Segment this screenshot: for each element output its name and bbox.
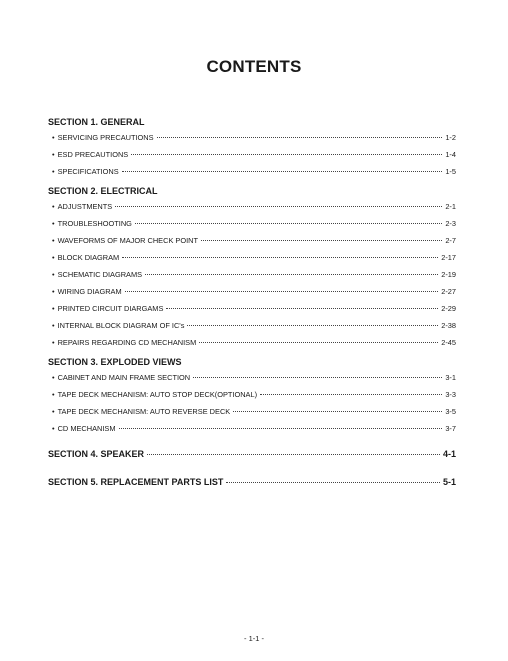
- toc-entry-page: 3-1: [445, 373, 456, 382]
- bullet: •: [52, 253, 55, 262]
- toc-entry[interactable]: [48, 215, 456, 232]
- dot-leader: [226, 482, 440, 483]
- toc-entry-label: WIRING DIAGRAM: [57, 287, 122, 296]
- toc-entry-page: 2-7: [445, 236, 456, 245]
- bullet: •: [52, 321, 55, 330]
- toc-entry[interactable]: [48, 420, 456, 437]
- toc-entry-label: ESD PRECAUTIONS: [57, 150, 129, 159]
- dot-leader: [166, 308, 438, 309]
- toc-entry-label: SPECIFICATIONS: [57, 167, 119, 176]
- toc-entry-page: 1-4: [445, 150, 456, 159]
- toc-entry-page: 1-2: [445, 133, 456, 142]
- bullet: •: [52, 202, 55, 211]
- page-title: CONTENTS: [206, 57, 302, 76]
- toc-entry-label: INTERNAL BLOCK DIAGRAM OF IC's: [57, 321, 185, 330]
- toc-entry-label: REPAIRS REGARDING CD MECHANISM: [57, 338, 197, 347]
- toc-entry-label: BLOCK DIAGRAM: [57, 253, 120, 262]
- section-4-page: 4-1: [442, 449, 456, 459]
- bullet: •: [52, 236, 55, 245]
- toc-entry[interactable]: [48, 146, 456, 163]
- section-4-row[interactable]: [48, 447, 456, 461]
- toc-entry-page: 2-1: [445, 202, 456, 211]
- bullet: •: [52, 270, 55, 279]
- toc-entry[interactable]: [48, 283, 456, 300]
- toc-entry[interactable]: [48, 129, 456, 146]
- bullet: •: [52, 304, 55, 313]
- toc-entry[interactable]: [48, 163, 456, 180]
- section-5-page: 5-1: [442, 477, 456, 487]
- toc-entry[interactable]: [48, 249, 456, 266]
- dot-leader: [122, 171, 443, 172]
- bullet: •: [52, 373, 55, 382]
- bullet: •: [52, 133, 55, 142]
- bullet: •: [52, 390, 55, 399]
- dot-leader: [145, 274, 438, 275]
- bullet: •: [52, 167, 55, 176]
- toc-entry-page: 3-5: [445, 407, 456, 416]
- toc-entry-page: 2-27: [441, 287, 456, 296]
- dot-leader: [125, 291, 439, 292]
- toc-entry[interactable]: [48, 369, 456, 386]
- toc-entry-page: 2-38: [441, 321, 456, 330]
- toc-entry-label: WAVEFORMS OF MAJOR CHECK POINT: [57, 236, 199, 245]
- toc-entry[interactable]: [48, 232, 456, 249]
- toc-entry-page: 1-5: [445, 167, 456, 176]
- toc-entry-label: CD MECHANISM: [57, 424, 116, 433]
- toc-entry-label: TAPE DECK MECHANISM: AUTO STOP DECK(OPTIONAL): [57, 390, 258, 399]
- toc-entry[interactable]: [48, 317, 456, 334]
- toc-entry-label: PRINTED CIRCUIT DIARGAMS: [57, 304, 164, 313]
- toc-entry[interactable]: [48, 198, 456, 215]
- toc-entry[interactable]: [48, 386, 456, 403]
- section-3-heading: SECTION 3. EXPLODED VIEWS: [48, 357, 182, 367]
- dot-leader: [260, 394, 442, 395]
- section-5-heading: SECTION 5. REPLACEMENT PARTS LIST: [48, 477, 224, 487]
- bullet: •: [52, 407, 55, 416]
- toc-entry-label: SERVICING PRECAUTIONS: [57, 133, 154, 142]
- toc-entry-page: 3-3: [445, 390, 456, 399]
- bullet: •: [52, 219, 55, 228]
- dot-leader: [115, 206, 442, 207]
- bullet: •: [52, 287, 55, 296]
- dot-leader: [193, 377, 442, 378]
- bullet: •: [52, 424, 55, 433]
- toc-entry-label: TAPE DECK MECHANISM: AUTO REVERSE DECK: [57, 407, 231, 416]
- bullet: •: [52, 150, 55, 159]
- toc-entry-label: TROUBLESHOOTING: [57, 219, 132, 228]
- toc-entry[interactable]: [48, 403, 456, 420]
- section-4-heading: SECTION 4. SPEAKER: [48, 449, 145, 459]
- toc-entry-label: CABINET AND MAIN FRAME SECTION: [57, 373, 191, 382]
- toc-entry-page: 2-19: [441, 270, 456, 279]
- dot-leader: [199, 342, 438, 343]
- dot-leader: [233, 411, 442, 412]
- dot-leader: [131, 154, 442, 155]
- toc-entry[interactable]: [48, 300, 456, 317]
- toc-entry-page: 2-17: [441, 253, 456, 262]
- toc-entry-label: ADJUSTMENTS: [57, 202, 113, 211]
- dot-leader: [147, 454, 440, 455]
- dot-leader: [201, 240, 442, 241]
- toc-entry-label: SCHEMATIC DIAGRAMS: [57, 270, 143, 279]
- section-5-row[interactable]: [48, 475, 456, 489]
- dot-leader: [187, 325, 438, 326]
- dot-leader: [122, 257, 438, 258]
- dot-leader: [135, 223, 442, 224]
- toc-entry-page: 2-3: [445, 219, 456, 228]
- section-1-heading: SECTION 1. GENERAL: [48, 117, 145, 127]
- dot-leader: [157, 137, 443, 138]
- toc-entry[interactable]: [48, 334, 456, 351]
- toc-entry-page: 2-45: [441, 338, 456, 347]
- section-2-heading: SECTION 2. ELECTRICAL: [48, 186, 158, 196]
- toc-entry-page: 2-29: [441, 304, 456, 313]
- table-of-contents: [48, 116, 456, 489]
- toc-entry-page: 3-7: [445, 424, 456, 433]
- toc-entry[interactable]: [48, 266, 456, 283]
- bullet: •: [52, 338, 55, 347]
- dot-leader: [119, 428, 443, 429]
- page-number-footer: - 1-1 -: [243, 634, 264, 643]
